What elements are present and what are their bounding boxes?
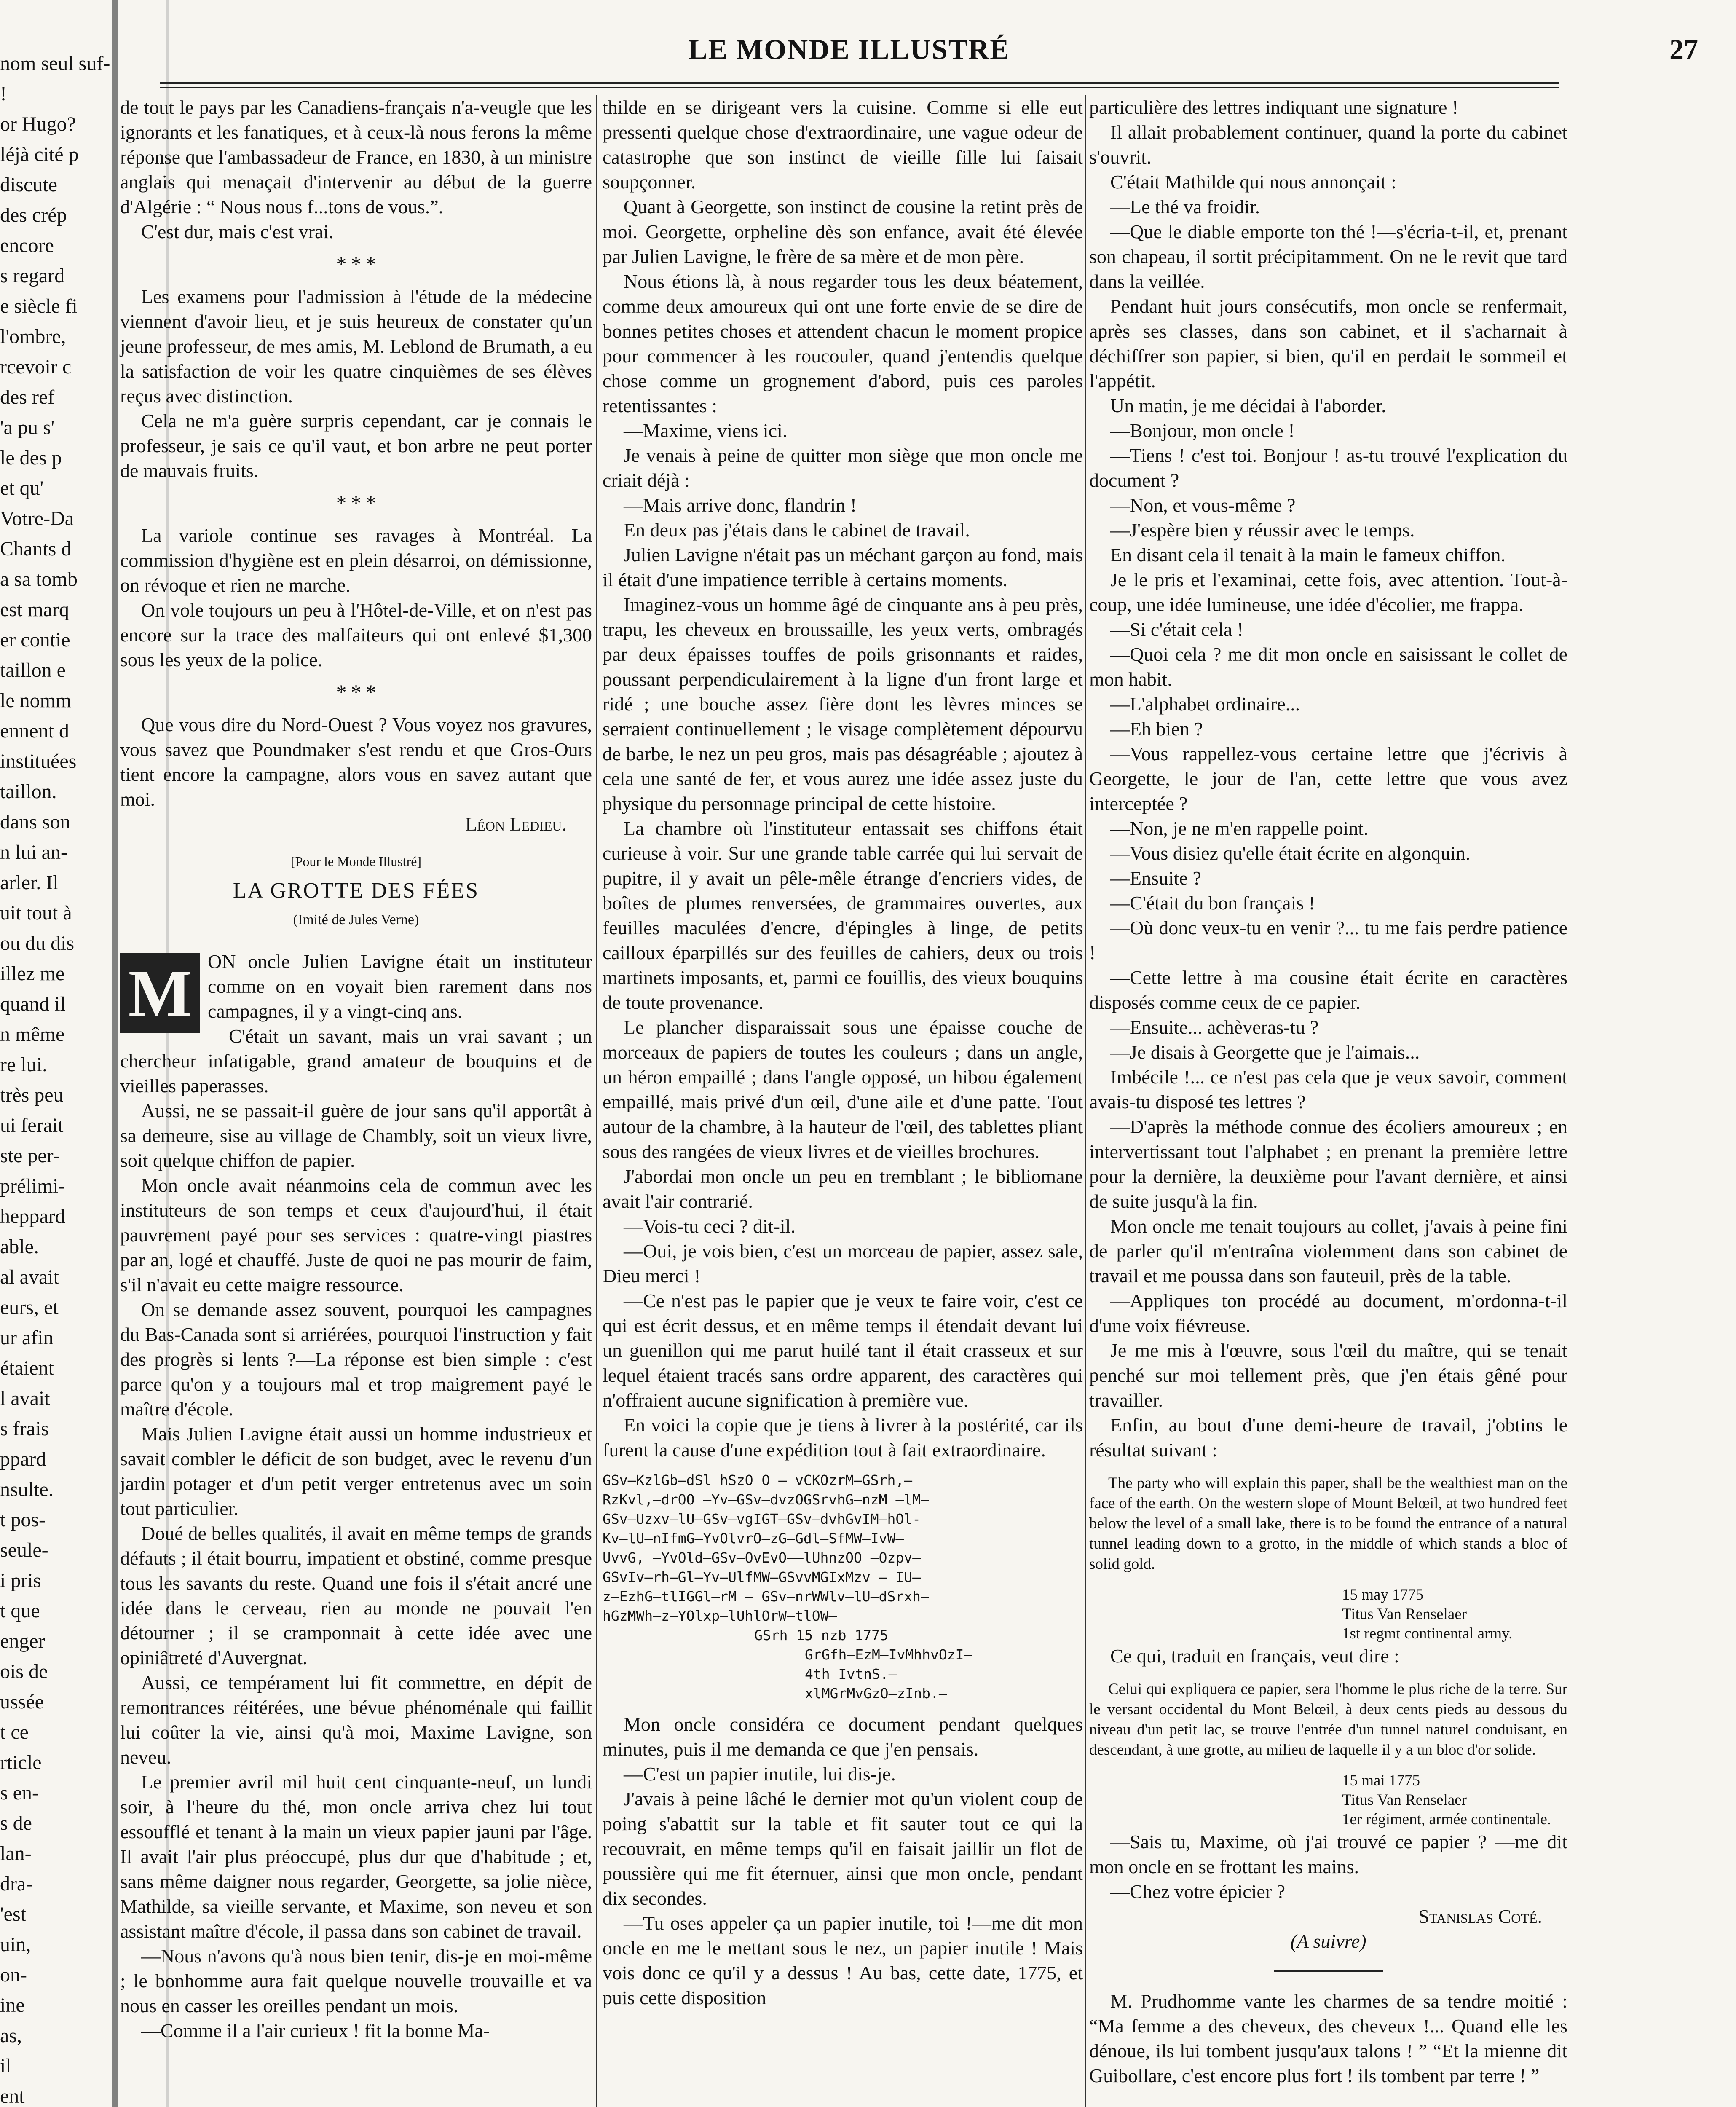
binding-fragment: t ce — [0, 1721, 29, 1743]
source-note: [Pour le Monde Illustré] — [290, 854, 422, 869]
binding-fragment: 'a pu s' — [0, 416, 55, 439]
binding-fragment: dans son — [0, 811, 70, 833]
paragraph: Cela ne m'a guère surpris cependant, car je connais le professeur, je sais ce qu'il vaut, et bon arbre ne peut porter de mauvais fruits. — [120, 410, 592, 481]
paragraph: —Nous n'avons qu'à nous bien tenir, dis-je en moi-même ; le bonhomme aura fait quelque nouvelle trouvaille et va nous en casser les oreilles pendant un mois. — [120, 1945, 592, 2016]
paragraph: Le premier avril mil huit cent cinquante-neuf, un lundi soir, à l'heure du thé, mon oncle arriva chez lui tout essoufflé et tenant à la main un vieux papier jauni par l'âge. Il avait l'air plus préoccupé, plus dur que d'habitude ; et, sans même daigner nous regarder, Georgette, sa jolie nièce, Mathilde, sa vieille servante, et Maxime, son neveu et son assistant maître d'école, il passa dans son cabinet de travail. — [120, 1771, 592, 1942]
cipher-line: GSv—Uzxv—lU—GSv—vgIGT—GSv—dvhGvIM—hOl- — [603, 1511, 921, 1527]
binding-fragment: heppard — [0, 1205, 65, 1228]
paragraph: —Tu oses appeler ça un papier inutile, toi !—me dit mon oncle en me le mettant sous le nez, un papier inutile ! Mais vois donc ce qu'il y a dessus ! Au bas, cette date, 1775, et puis cette disposition — [603, 1912, 1083, 2008]
cipher-line: GSv—KzlGb—dSl hSzO O — vCKOzrM—GSrh,— — [603, 1472, 913, 1488]
binding-fragment: ois de — [0, 1660, 48, 1683]
binding-fragment: très peu — [0, 1084, 64, 1106]
paragraph: —Sais tu, Maxime, où j'ai trouvé ce papier ? —me dit mon oncle en se frottant les mains. — [1089, 1831, 1567, 1877]
binding-fragment: ! — [0, 83, 7, 105]
binding-margin — [0, 0, 126, 2107]
binding-fragment: nsulte. — [0, 1478, 54, 1501]
paragraph: —Chez votre épicier ? — [1110, 1881, 1286, 1902]
paragraph: On se demande assez souvent, pourquoi les campagnes du Bas-Canada sont si arriérées, pourquoi l'instruction y fait des progrès si lents ?—La réponse est bien simple : c'est parce qu'on y a toujours mal et trop maigrement payé le maître d'école. — [120, 1299, 592, 1420]
cipher-line: GSvIv—rh—Gl—Yv—UlfMW—GSvvMGIxMzv — IU— — [603, 1569, 921, 1585]
paragraph: Doué de belles qualités, il avait en même temps de grands défauts ; il était bourru, impatient et obstiné, comme presque tous les savants du reste. Quand une fois il s'était ancré une idée dans le cerveau, rien au monde ne pouvait l'en détourner ; il se cramponnait à cette idée avec une opiniâtreté d'Auvergnat. — [120, 1523, 592, 1668]
section-break: * * * — [336, 491, 376, 515]
signature-name: Titus Van Renselaer — [1342, 1606, 1467, 1623]
paragraph: C'était Mathilde qui nous annonçait : — [1110, 171, 1396, 193]
binding-fragment: a sa tomb — [0, 568, 78, 590]
binding-fragment: or Hugo? — [0, 113, 76, 135]
paragraph: Imaginez-vous un homme âgé de cinquante ans à peu près, trapu, les cheveux en broussaille, les yeux verts, ombragés par deux épaisses touffes de poils grisonnants et raides, poussant perpendiculairement à la ligne d'un front large et ridé ; une bouche assez fière dont les lèvres minces se serraient continuellement ; le visage complètement dépourvu de barbe, le nez un peu gros, mais pas désagréable ; ajoutez à cela une santé de fer, et vous aurez une idée assez juste du physique du personnage principal de cette histoire. — [603, 594, 1083, 814]
paragraph: M. Prudhomme vante les charmes de sa tendre moitié : “Ma femme a des cheveux, des cheveux !... Quand elle les dénoue, ils lui tombent jusqu'aux talons ! ” “Et la mienne dit Guibollare, c'est encore plus fort ! ils tombent par terre ! ” — [1089, 1990, 1567, 2086]
paragraph: thilde en se dirigeant vers la cuisine. Comme si elle eut pressenti quelque chose d'extraordinaire, une vague odeur de catastrophe que son instinct de vieille fille lui faisait soupçonner. — [603, 97, 1083, 193]
paragraph: Celui qui expliquera ce papier, sera l'homme le plus riche de la terre. Sur le versant occidental du Mont Belœil, à deux cents pieds au dessous du niveau d'un petit lac, se trouve l'entrée d'un tunnel naturel conduisant, en descendant, à une grotte, au milieu de laquelle il y a un bloc d'or solide. — [1089, 1681, 1567, 1759]
binding-fragment: enger — [0, 1630, 45, 1652]
paragraph: En voici la copie que je tiens à livrer à la postérité, car ils furent la cause d'une expédition tout à fait extraordinaire. — [603, 1414, 1083, 1461]
binding-fragment: l avait — [0, 1387, 50, 1410]
story-subtitle: (Imité de Jules Verne) — [293, 912, 419, 928]
binding-fragment: t pos- — [0, 1509, 46, 1531]
cipher-signature: GSrh 15 nzb 1775 — [754, 1627, 888, 1643]
binding-fragment: Chants d — [0, 538, 72, 560]
paragraph: Le plancher disparaissait sous une épaisse couche de morceaux de papiers de toutes les couleurs ; dans un angle, un héron empaillé ; dans l'angle opposé, un hibou également empaillé, mais privé d'un œil, d'une aile et d'une patte. Tout autour de la chambre, à la hauteur de l'œil, des tablettes pliant sous des rangées de vieux livres et de vieilles brochures. — [603, 1016, 1083, 1162]
paragraph: Imbécile !... ce n'est pas cela que je veux savoir, comment avais-tu disposé tes lettres ? — [1089, 1066, 1567, 1112]
binding-fragment: est marq — [0, 598, 69, 621]
binding-fragment: l'ombre, — [0, 325, 66, 348]
paragraph: —Ensuite ? — [1110, 867, 1201, 889]
paragraph: —Si c'était cela ! — [1110, 619, 1244, 640]
binding-fragment: as, — [0, 2024, 22, 2047]
binding-fragment: le des p — [0, 447, 62, 469]
paragraph: —Eh bien ? — [1110, 718, 1203, 740]
paragraph: Nous étions là, à nous regarder tous les deux béatement, comme deux amoureux qui ont une forte envie de se dire de bonnes petites choses et attendent chacun le moment propice pour commencer à les roucouler, quand j'entendis quelque chose comme un grognement d'abord, puis ces paroles retentissantes : — [603, 271, 1083, 416]
french-signature — [1342, 1771, 1567, 1829]
binding-fragment: on- — [0, 1964, 27, 1986]
cipher-line: hGzMWh—z—YOlxp—lUhlOrW—tlOW— — [603, 1608, 837, 1624]
paragraph: —C'est un papier inutile, lui dis-je. — [624, 1763, 896, 1785]
binding-fragment: ine — [0, 1994, 25, 2016]
binding-fragment: s de — [0, 1812, 32, 1834]
binding-fragment: s frais — [0, 1418, 49, 1440]
binding-fragment: rticle — [0, 1751, 42, 1774]
drop-cap: M — [120, 953, 200, 1033]
paragraph: —C'était du bon français ! — [1110, 892, 1315, 914]
to-be-continued: (A suivre) — [1290, 1930, 1366, 1952]
paragraph: Julien Lavigne n'était pas un méchant garçon au fond, mais il était d'une impatience terrible à certains moments. — [603, 544, 1083, 590]
binding-fragment: taillon e — [0, 659, 66, 681]
cipher-line: RzKvl,—drOO —Yv—GSv—dvzOGSrvhG—nzM —lM— — [603, 1491, 929, 1508]
paragraph: —Tiens ! c'est toi. Bonjour ! as-tu trouvé l'explication du document ? — [1089, 445, 1567, 491]
signature-rank: 1st regmt continental army. — [1342, 1625, 1513, 1642]
binding-fragment: s regard — [0, 265, 65, 287]
paragraph: C'était un savant, mais un vrai savant ; un chercheur infatigable, grand amateur de bouquins et de vieilles paperasses. — [120, 1025, 592, 1096]
binding-fragment: le nomm — [0, 689, 72, 712]
binding-fragment: arler. Il — [0, 871, 59, 894]
paragraph: de tout le pays par les Canadiens-français n'a-veugle que les ignorants et les fanatiques, et à ceux-là nous ferons la même réponse que l'ambassadeur de France, en 1830, à un ministre anglais qui menaçait d'intervenir au début de la guerre d'Algérie : “ Nous nous f...tons de vous.”. — [120, 97, 592, 217]
binding-fragment: n même — [0, 1023, 65, 1045]
divider — [1274, 1970, 1383, 1972]
paragraph: —Ce n'est pas le papier que je veux te faire voir, c'est ce qui est écrit dessus, et en même temps il étendait devant lui un guenillon qui me parut huilé tant il était crasseux et sur lequel étaient tracés sans ordre apparent, des caractères qui n'offraient aucune signification à première vue. — [603, 1290, 1083, 1411]
paragraph: En deux pas j'étais dans le cabinet de travail. — [624, 519, 970, 541]
binding-fragment: s en- — [0, 1782, 39, 1804]
paragraph: —Mais arrive donc, flandrin ! — [624, 494, 857, 516]
binding-fragment: des ref — [0, 386, 55, 408]
binding-fragment: ussée — [0, 1691, 44, 1713]
paragraph: Ce qui, traduit en français, veut dire : — [1110, 1645, 1399, 1667]
binding-fragment: ui ferait — [0, 1114, 64, 1137]
paragraph: —Non, et vous-même ? — [1110, 494, 1296, 516]
paragraph: Aussi, ne se passait-il guère de jour sans qu'il apportât à sa demeure, sise au village de Chambly, soit un vieux livre, soit quelque chiffon de papier. — [120, 1100, 592, 1171]
binding-fragment: discute — [0, 174, 57, 196]
paragraph: Mon oncle considéra ce document pendant quelques minutes, puis il me demanda ce que j'en pensais. — [603, 1713, 1083, 1760]
signature-date: 15 may 1775 — [1342, 1586, 1424, 1603]
paragraph: —Cette lettre à ma cousine était écrite en caractères disposés comme ceux de ce papier. — [1089, 967, 1567, 1013]
column-divider — [596, 95, 597, 2107]
binding-fragment: al avait — [0, 1266, 59, 1288]
paragraph: Aussi, ce tempérament lui fit commettre, en dépit de remontrances réitérées, une bévue phénoménale qui faillit lui coûter la vie, ainsi qu'à moi, Maxime Lavigne, son neveu. — [120, 1672, 592, 1768]
signature-date: 15 mai 1775 — [1342, 1772, 1420, 1789]
binding-fragment: et qu' — [0, 477, 44, 499]
paragraph: —Ensuite... achèveras-tu ? — [1110, 1016, 1319, 1038]
paragraph: —Non, je ne m'en rappelle point. — [1110, 818, 1369, 839]
binding-fragment: encore — [0, 234, 54, 257]
column-divider — [1085, 95, 1086, 2107]
paragraph: —Appliques ton procédé au document, m'ordonna-t-il d'une voix fiévreuse. — [1089, 1290, 1567, 1336]
signature-rank: 1er régiment, armée continentale. — [1342, 1811, 1551, 1828]
paragraph: The party who will explain this paper, shall be the wealthiest man on the face of the earth. On the western slope of Mount Belœil, at two hundred feet below the level of a small lake, there is to be found the entrance of a natural tunnel leading down to a grotto, in the middle of which stands a bloc of solid gold. — [1089, 1474, 1567, 1573]
binding-fragment: 'est — [0, 1903, 26, 1925]
binding-fragment: prélimi- — [0, 1175, 65, 1197]
binding-fragment: eurs, et — [0, 1296, 59, 1319]
column-2 — [603, 95, 1083, 2010]
paragraph: particulière des lettres indiquant une signature ! — [1089, 97, 1459, 118]
cipher-line: Kv—lU—nIfmG—YvOlvrO—zG—Gdl—SfMW—IvW— — [603, 1530, 904, 1547]
binding-fragment: il — [0, 2055, 11, 2077]
header-rule — [160, 82, 1559, 84]
paragraph: Je venais à peine de quitter mon siège que mon oncle me criait déjà : — [603, 445, 1083, 491]
cipher-signature: GrGfh—EzM—IvMhhvOzI— — [805, 1646, 972, 1663]
decoded-english-text — [1089, 1473, 1567, 1574]
binding-fragment: e siècle fi — [0, 295, 78, 317]
paragraph: On vole toujours un peu à l'Hôtel-de-Ville, et on n'est pas encore sur la trace des malfaiteurs qui ont enlevé $1,300 sous les yeux de la police. — [120, 599, 592, 670]
paragraph: Les examens pour l'admission à l'étude de la médecine viennent d'avoir lieu, et je suis heureux de constater qu'un jeune professeur, de mes amis, M. Leblond de Brumath, a eu la satisfaction de voir les quatre cinquièmes de ses élèves reçus avec distinction. — [120, 286, 592, 407]
binding-fragment: ennent d — [0, 720, 69, 742]
cipher-signature: 4th IvtnS.— — [805, 1666, 897, 1682]
paragraph: Quant à Georgette, son instinct de cousine la retint près de moi. Georgette, orpheline dès son enfance, avait été élevée par Julien Lavigne, le frère de sa mère et de mon père. — [603, 196, 1083, 267]
paragraph: Il allait probablement continuer, quand la porte du cabinet s'ouvrit. — [1089, 121, 1567, 168]
paragraph: Enfin, au bout d'une demi-heure de travail, j'obtins le résultat suivant : — [1089, 1414, 1567, 1461]
binding-fragment: rcevoir c — [0, 356, 72, 378]
paragraph: —Le thé va froidir. — [1110, 196, 1260, 217]
cipher-text — [603, 1471, 1083, 1703]
paragraph: —Maxime, viens ici. — [624, 420, 788, 441]
binding-fragment: n lui an- — [0, 841, 67, 863]
paragraph: ON oncle Julien Lavigne était un instituteur comme on en voyait bien rarement dans nos campagnes, il y a vingt-cinq ans. — [208, 951, 592, 1022]
paragraph: Que vous dire du Nord-Ouest ? Vous voyez nos gravures, vous savez que Poundmaker s'est rendu et que Gros-Ours tient encore la campagne, alors vous en savez autant que moi. — [120, 714, 592, 810]
paragraph: La variole continue ses ravages à Montréal. La commission d'hygiène est en plein désarroi, on démissionne, on révoque et rien ne marche. — [120, 525, 592, 596]
page-header — [139, 29, 1698, 69]
paragraph: —Vous rappellez-vous certaine lettre que j'écrivis à Georgette, le jour de l'an, cette lettre que vous avez interceptée ? — [1089, 743, 1567, 814]
paragraph: —Quoi cela ? me dit mon oncle en saisissant le collet de mon habit. — [1089, 643, 1567, 690]
binding-fragment: uin, — [0, 1933, 31, 1956]
binding-fragment: able. — [0, 1236, 39, 1258]
paragraph: Un matin, je me décidai à l'aborder. — [1110, 395, 1386, 416]
cipher-line: UvvG, —YvOld—GSv—OvEvO——lUhnzOO —Ozpv— — [603, 1549, 921, 1566]
paragraph: C'est dur, mais c'est vrai. — [141, 221, 334, 242]
binding-fragment: ent — [0, 2085, 25, 2107]
paragraph: Je le pris et l'examinai, cette fois, avec attention. Tout-à-coup, une idée lumineuse, une idée d'écolier, me frappa. — [1089, 569, 1567, 615]
english-signature — [1342, 1585, 1567, 1643]
binding-fragment: er contie — [0, 629, 70, 651]
binding-fragment: léjà cité p — [0, 143, 79, 166]
cipher-signature: xlMGrMvGzO—zInb.— — [805, 1685, 947, 1702]
column-1 — [120, 95, 592, 2043]
binding-fragment: t que — [0, 1600, 40, 1622]
paragraph: —Je disais à Georgette que je l'aimais... — [1110, 1041, 1420, 1063]
story-title: LA GROTTE DES FÉES — [233, 879, 480, 903]
signature-name: Titus Van Renselaer — [1342, 1791, 1467, 1809]
paragraph: —Comme il a l'air curieux ! fit la bonne Ma- — [141, 2020, 490, 2041]
paragraph: Mon oncle avait néanmoins cela de commun avec les instituteurs de son temps et ceux d'aujourd'hui, il était pauvrement payé pour ses services : quatre-vingt piastres par an, logé et chauffé. Juste de quoi ne pas mourir de faim, s'il n'avait eu cette maigre ressource. — [120, 1174, 592, 1295]
paragraph: —Vois-tu ceci ? dit-il. — [624, 1215, 796, 1237]
paragraph: J'abordai mon oncle un peu en tremblant ; le bibliomane avait l'air contrarié. — [603, 1166, 1083, 1212]
header-rule-thin — [160, 87, 1559, 88]
paragraph: La chambre où l'instituteur entassait ses chiffons était curieuse à voir. Sur une grande table carrée qui lui servait de pupitre, il y avait un pêle-mêle étrange d'encriers vides, de boîtes de plumes renversées, de grammaires ouvertes, aux feuilles maculées d'encre, d'épingles à linge, de petits cailloux éparpillés sur des feuilles de cahiers, deux ou trois martinets imposants, et, parmi ce fouillis, des vieux bouquins de toute provenance. — [603, 818, 1083, 1013]
paragraph: Je me mis à l'œuvre, sous l'œil du maître, qui se tenait penché sur moi tellement près, que j'en étais gêné pour travailler. — [1089, 1340, 1567, 1411]
page-fold-shadow — [112, 0, 118, 2107]
binding-fragment: seule- — [0, 1539, 48, 1561]
paragraph: —J'espère bien y réussir avec le temps. — [1110, 519, 1415, 541]
binding-fragment: des crép — [0, 204, 67, 226]
binding-fragment: ppard — [0, 1448, 46, 1470]
cipher-line: z—EzhG—tlIGGl—rM — GSv—nrWWlv—lU—dSrxh— — [603, 1588, 929, 1605]
author-signature: Stanislas Coté. — [1418, 1906, 1542, 1927]
binding-fragment: i pris — [0, 1569, 41, 1592]
binding-fragment: taillon. — [0, 780, 57, 803]
paragraph: —Bonjour, mon oncle ! — [1110, 420, 1295, 441]
paragraph: J'avais à peine lâché le dernier mot qu'un violent coup de poing s'abattit sur la table et fit sauter tout ce qui la recouvrait, en même temps qu'il en faisait jaillir un flot de poussière qui me fit éternuer, ainsi que mon oncle, pendant dix secondes. — [603, 1788, 1083, 1909]
paragraph: —Oui, je vois bien, c'est un morceau de papier, assez sale, Dieu merci ! — [603, 1240, 1083, 1287]
author-signature: Léon Ledieu. — [465, 813, 567, 835]
section-break: * * * — [336, 680, 376, 704]
binding-fragment: dra- — [0, 1873, 33, 1895]
section-break: * * * — [336, 252, 376, 276]
paragraph: Mon oncle me tenait toujours au collet, j'avais à peine fini de parler qu'il m'entraîna violemment dans son cabinet de travail et me poussa dans son fauteuil, près de la table. — [1089, 1215, 1567, 1287]
binding-fragment: illez me — [0, 962, 65, 985]
paragraph: —Que le diable emporte ton thé !—s'écria-t-il, et, prenant son chapeau, il sortit précipitamment. On ne le revit que tard dans la veillée. — [1089, 221, 1567, 292]
binding-fragment: étaient — [0, 1357, 54, 1379]
decoded-french-text — [1089, 1679, 1567, 1760]
binding-fragment: ur afin — [0, 1327, 54, 1349]
paragraph: —Vous disiez qu'elle était écrite en algonquin. — [1110, 842, 1471, 864]
binding-fragment: quand il — [0, 993, 66, 1015]
paragraph: —Où donc veux-tu en venir ?... tu me fais perdre patience ! — [1089, 917, 1567, 963]
binding-fragment: lan- — [0, 1842, 32, 1865]
binding-fragment: Votre-Da — [0, 507, 74, 530]
paragraph: Pendant huit jours consécutifs, mon oncle se renfermait, après ses classes, dans son cabinet, et il s'acharnait à déchiffrer son papier, si bien, qu'il en perdait le sommeil et l'appétit. — [1089, 295, 1567, 391]
column-3 — [1089, 95, 1567, 2088]
binding-fragment: re lui. — [0, 1054, 47, 1076]
binding-fragment: uit tout à — [0, 902, 72, 924]
binding-fragment: ste per- — [0, 1145, 60, 1167]
paragraph: En disant cela il tenait à la main le fameux chiffon. — [1110, 544, 1506, 566]
paragraph: —D'après la méthode connue des écoliers amoureux ; en intervertissant tout l'alphabet ; en prenant la première lettre pour la dernière, la deuxième pour l'avant dernière, et ainsi de suite jusqu'à la fin. — [1089, 1116, 1567, 1212]
paragraph: —L'alphabet ordinaire... — [1110, 693, 1300, 715]
binding-fragment: ou du dis — [0, 932, 75, 954]
paragraph: Mais Julien Lavigne était aussi un homme industrieux et savait combler le déficit de son budget, avec le revenu d'un jardin potager et d'un petit verger entretenus avec un soin tout particulier. — [120, 1423, 592, 1519]
binding-fragment: instituées — [0, 750, 77, 772]
binding-fragment: nom seul suf- — [0, 52, 110, 75]
masthead: LE MONDE ILLUSTRÉ — [688, 33, 1010, 65]
page-number: 27 — [1669, 33, 1698, 65]
